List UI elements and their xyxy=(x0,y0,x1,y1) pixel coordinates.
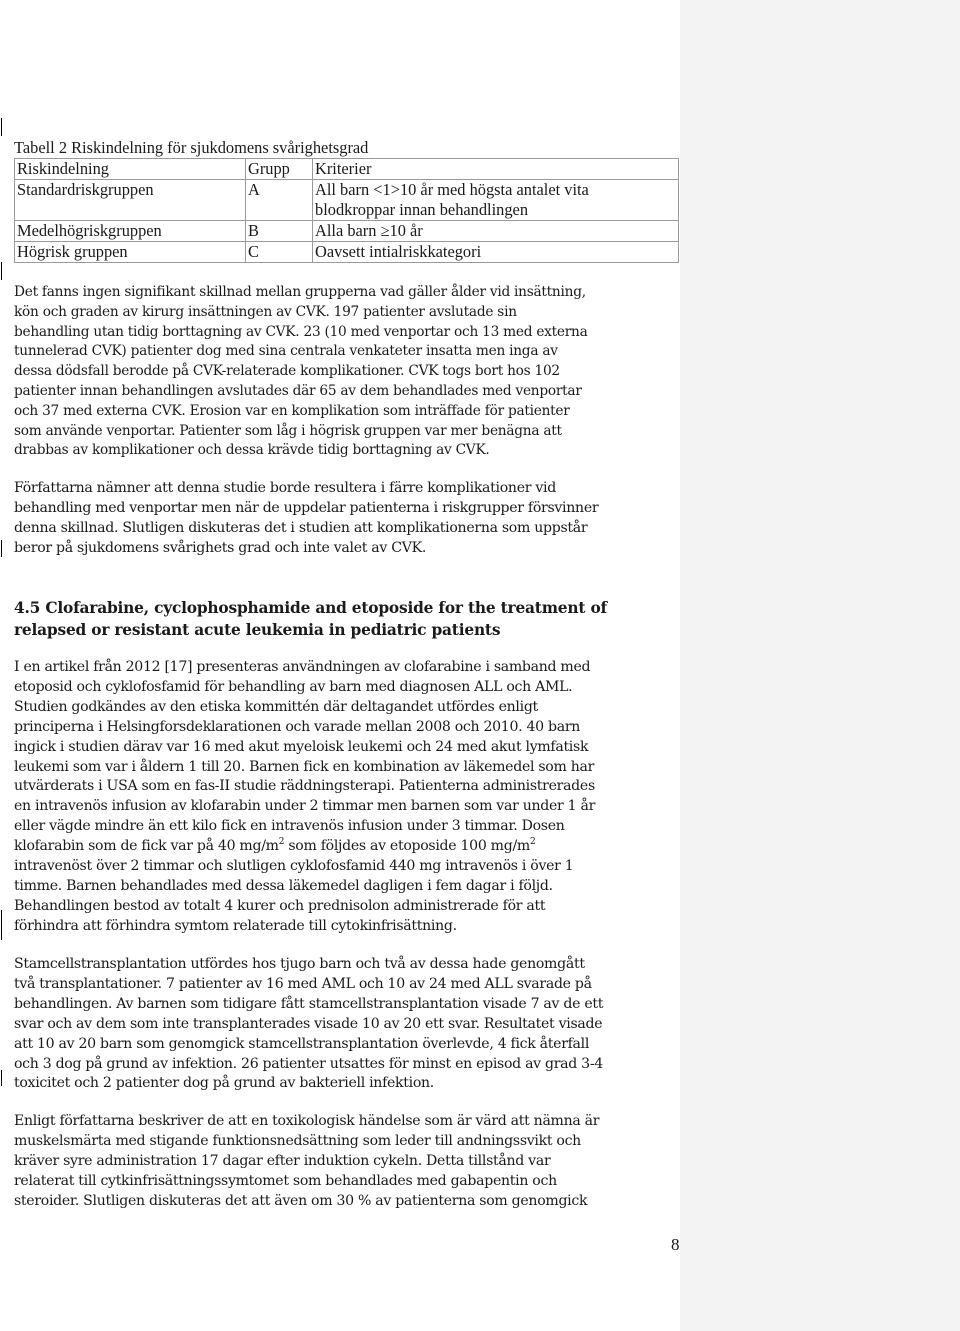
table-cell: Alla barn ≥10 år xyxy=(313,221,679,242)
superscript: 2 xyxy=(278,837,285,848)
change-bar xyxy=(1,1070,2,1086)
text-line: patienter innan behandlingen avslutades där 65 av dem behandlades med venportar xyxy=(14,382,582,399)
table-header-row xyxy=(15,159,679,180)
text-line: etoposid och cyklofosfamid för behandling av barn med diagnosen ALL och AML. xyxy=(14,678,573,695)
text-line: Författarna nämner att denna studie borde resultera i färre komplikationer vid xyxy=(14,480,556,496)
heading-line: relapsed or resistant acute leukemia in pediatric patients xyxy=(14,621,501,639)
table-cell: Standardriskgruppen xyxy=(15,180,246,221)
text-line: att 10 av 20 barn som genomgick stamcellstransplantation överlevde, 4 fick återfall xyxy=(14,1035,590,1052)
text-line xyxy=(14,837,595,857)
risk-table xyxy=(14,158,679,263)
text-line: svar och av dem som inte transplanterades visade 10 av 20 ett svar. Resultatet visade xyxy=(14,1015,603,1032)
text-line: intravenöst över 2 timmar och slutligen cyklofosfamid 440 mg intravenös i över 1 xyxy=(14,858,574,875)
table-header-cell: Riskindelning xyxy=(15,159,246,180)
text-line: två transplantationer. 7 patienter av 16 med AML och 10 av 24 med ALL svarade på xyxy=(14,975,592,992)
text-line: behandling utan tidig borttagning av CVK. 23 (10 med venportar och 13 med externa xyxy=(14,323,588,340)
text-line: Det fanns ingen signifikant skillnad mellan grupperna vad gäller ålder vid insättning, xyxy=(14,284,586,300)
text-line: och 3 dog på grund av infektion. 26 patienter utsattes för minst en episod av grad 3-4 xyxy=(14,1055,603,1072)
text-line: som använde venportar. Patienter som låg i högrisk gruppen var mer benägna att xyxy=(14,422,562,439)
table-cell: B xyxy=(246,221,313,242)
text-line: kön och graden av kirurg insättningen av CVK. 197 patienter avslutade sin xyxy=(14,303,517,320)
text-line: principerna i Helsingforsdeklarationen och varade mellan 2008 och 2010. 40 barn xyxy=(14,718,581,735)
paragraph xyxy=(14,658,595,937)
paragraph xyxy=(14,479,598,559)
text-line: drabbas av komplikationer och dessa krävde tidig borttagning av CVK. xyxy=(14,442,490,459)
text-line: Enligt författarna beskriver de att en toxikologisk händelse som är värd att nämna är xyxy=(14,1113,600,1129)
criteria-line: blodkroppar innan behandlingen xyxy=(315,200,529,219)
page-number: 8 xyxy=(671,1235,680,1254)
paragraph xyxy=(14,283,588,461)
text-line: tunnelerad CVK) patienter dog med sina centrala venkateter insatta men inga av xyxy=(14,343,558,360)
text-line: timme. Barnen behandlades med dessa läkemedel dagligen i fem dagar i följd. xyxy=(14,877,553,894)
paragraph xyxy=(14,1112,599,1212)
text-line: behandlingen. Av barnen som tidigare fått stamcellstransplantation visade 7 av de ett xyxy=(14,995,604,1012)
text-segment: klofarabin som de fick var på 40 mg/m xyxy=(14,838,279,855)
text-line: ingick i studien därav var 16 med akut myeloisk leukemi och 24 med akut lymfatisk xyxy=(14,738,589,755)
text-segment: som följdes av etoposide 100 mg/m xyxy=(284,838,530,855)
heading-line: 4.5 Clofarabine, cyclophosphamide and etoposide for the treatment of xyxy=(14,599,607,617)
table-caption: Tabell 2 Riskindelning för sjukdomens svårighetsgrad xyxy=(14,138,369,157)
table-cell: A xyxy=(246,180,313,221)
text-line: kräver syre administration 17 dagar efter induktion cykeln. Detta tillstånd var xyxy=(14,1152,551,1169)
text-line: dessa dödsfall berodde på CVK-relaterade komplikationer. CVK togs bort hos 102 xyxy=(14,363,560,380)
text-line: toxicitet och 2 patienter dog på grund av bakteriell infektion. xyxy=(14,1075,434,1092)
text-line: eller vägde mindre än ett kilo fick en intravenös infusion under 3 timmar. Dosen xyxy=(14,818,565,835)
table-row xyxy=(15,180,679,221)
text-line: steroider. Slutligen diskuteras det att även om 30 % av patienterna som genomgick xyxy=(14,1192,588,1209)
text-line: och 37 med externa CVK. Erosion var en komplikation som inträffade för patienter xyxy=(14,402,570,419)
table-row xyxy=(15,242,679,263)
comment-pane xyxy=(680,0,960,1331)
text-line: muskelsmärta med stigande funktionsnedsättning som leder till andningssvikt och xyxy=(14,1132,581,1149)
text-line: Behandlingen bestod av totalt 4 kurer och prednisolon administrerade för att xyxy=(14,897,546,914)
text-line: behandling med venportar men när de uppdelar patienterna i riskgrupper försvinner xyxy=(14,499,599,516)
change-bar xyxy=(1,540,2,557)
change-bar xyxy=(1,118,2,136)
text-line: beror på sjukdomens svårighets grad och inte valet av CVK. xyxy=(14,539,427,556)
table-header-cell: Grupp xyxy=(246,159,313,180)
text-line: förhindra att förhindra symtom relaterade till cytokinfrisättning. xyxy=(14,917,457,934)
text-line: en intravenös infusion av klofarabin under 2 timmar men barnen som var under 1 år xyxy=(14,798,596,815)
text-line: Stamcellstransplantation utfördes hos tjugo barn och två av dessa hade genomgått xyxy=(14,956,585,972)
table-cell: C xyxy=(246,242,313,263)
table-cell xyxy=(313,180,679,221)
table-header-cell: Kriterier xyxy=(313,159,679,180)
change-bar xyxy=(1,262,2,280)
text-line: denna skillnad. Slutligen diskuteras det i studien att komplikationerna som uppstår xyxy=(14,519,588,536)
table-cell: Medelhögriskgruppen xyxy=(15,221,246,242)
paragraph xyxy=(14,955,603,1094)
section-heading xyxy=(14,597,607,641)
criteria-line: All barn <1>10 år med högsta antalet vita xyxy=(315,180,589,199)
table-cell: Oavsett intialriskkategori xyxy=(313,242,679,263)
text-line: utvärderats i USA som en fas-II studie räddningsterapi. Patienterna administrerades xyxy=(14,778,595,795)
text-line: Studien godkändes av den etiska kommittén där deltagandet utfördes enligt xyxy=(14,698,538,715)
table-row xyxy=(15,221,679,242)
text-line: I en artikel från 2012 [17] presenteras användningen av clofarabine i samband med xyxy=(14,659,591,675)
change-bar xyxy=(1,910,2,940)
text-line: leukemi som var i åldern 1 till 20. Barnen fick en kombination av läkemedel som har xyxy=(14,758,595,775)
table-cell: Högrisk gruppen xyxy=(15,242,246,263)
superscript: 2 xyxy=(529,837,536,848)
text-line: relaterat till cytkinfrisättningssymtomet som behandlades med gabapentin och xyxy=(14,1172,557,1189)
